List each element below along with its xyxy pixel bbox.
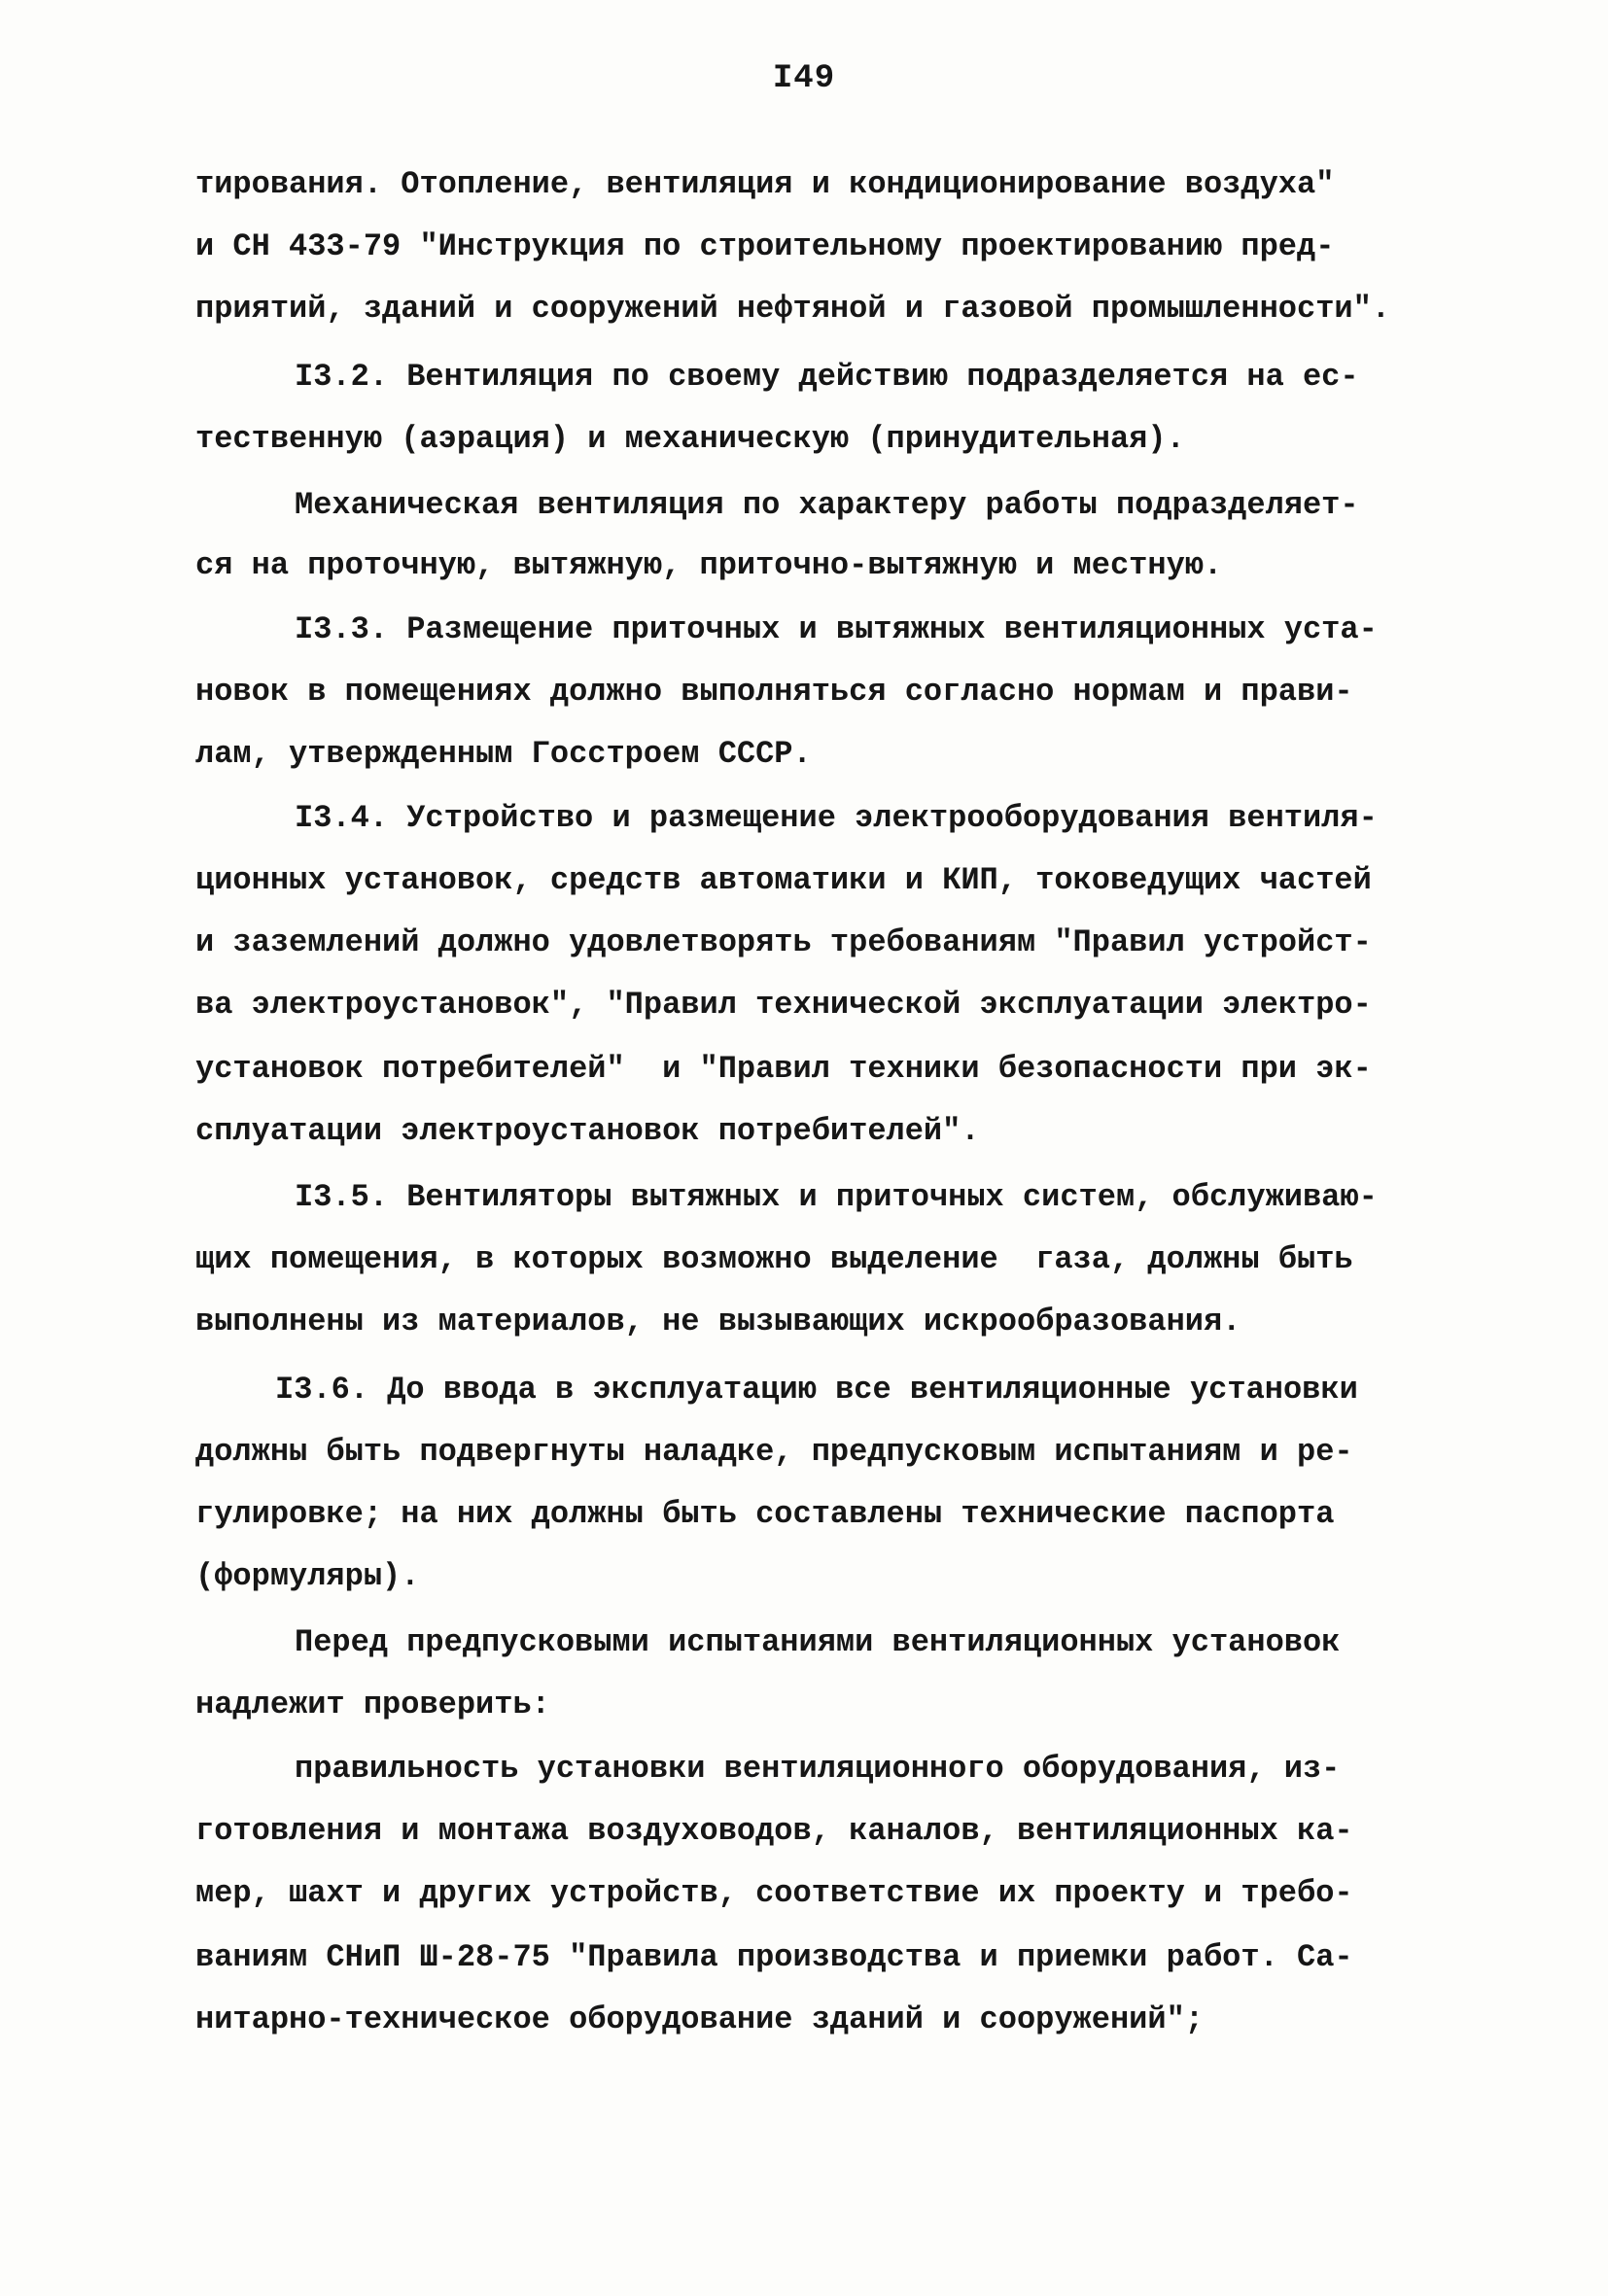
text-line: I3.5. Вентиляторы вытяжных и приточных систем, обслуживаю-: [295, 1179, 1378, 1215]
text-line: сплуатации электроустановок потребителей".: [195, 1113, 980, 1149]
text-line: надлежит проверить:: [195, 1687, 550, 1722]
text-line: I3.4. Устройство и размещение электрооборудования вентиля-: [295, 800, 1378, 836]
text-line: Механическая вентиляция по характеру работы подразделяет-: [295, 487, 1359, 523]
text-line: приятий, зданий и сооружений нефтяной и газовой промышленности".: [195, 291, 1390, 327]
text-line: (формуляры).: [195, 1558, 420, 1594]
text-line: установок потребителей" и "Правил техники безопасности при эк-: [195, 1051, 1372, 1087]
text-line: мер, шахт и других устройств, соответствие их проекту и требо-: [195, 1875, 1353, 1911]
text-line: выполнены из материалов, не вызывающих искрообразования.: [195, 1304, 1241, 1339]
text-line: I3.3. Размещение приточных и вытяжных вентиляционных уста-: [295, 611, 1378, 647]
text-line: нитарно-техническое оборудование зданий и сооружений";: [195, 2001, 1204, 2037]
text-line: новок в помещениях должно выполняться согласно нормам и прави-: [195, 674, 1353, 710]
text-line: I3.6. До ввода в эксплуатацию все вентиляционные установки: [275, 1372, 1358, 1408]
text-line: I3.2. Вентиляция по своему действию подразделяется на ес-: [295, 359, 1359, 395]
text-line: ва электроустановок", "Правил технической эксплуатации электро-: [195, 987, 1372, 1023]
text-line: и заземлений должно удовлетворять требованиям "Правил устройст-: [195, 924, 1372, 960]
text-line: правильность установки вентиляционного оборудования, из-: [295, 1751, 1341, 1787]
page-number: I49: [772, 60, 836, 97]
text-line: ционных установок, средств автоматики и КИП, токоведущих частей: [195, 862, 1372, 898]
text-line: ваниям СНиП Ш-28-75 "Правила производства и приемки работ. Са-: [195, 1939, 1353, 1975]
text-line: Перед предпусковыми испытаниями вентиляционных установок: [295, 1624, 1341, 1660]
text-line: ся на проточную, вытяжную, приточно-вытяжную и местную.: [195, 547, 1223, 583]
text-line: тественную (аэрация) и механическую (принудительная).: [195, 421, 1185, 457]
text-line: и СН 433-79 "Инструкция по строительному проектированию пред-: [195, 228, 1335, 264]
text-line: тирования. Отопление, вентиляция и кондиционирование воздуха": [195, 166, 1335, 202]
text-line: щих помещения, в которых возможно выделение газа, должны быть: [195, 1241, 1353, 1277]
text-line: гулировке; на них должны быть составлены технические паспорта: [195, 1496, 1335, 1532]
text-line: готовления и монтажа воздуховодов, каналов, вентиляционных ка-: [195, 1813, 1353, 1849]
text-line: лам, утвержденным Госстроем СССР.: [195, 736, 812, 772]
text-line: должны быть подвергнуты наладке, предпусковым испытаниям и ре-: [195, 1434, 1353, 1470]
